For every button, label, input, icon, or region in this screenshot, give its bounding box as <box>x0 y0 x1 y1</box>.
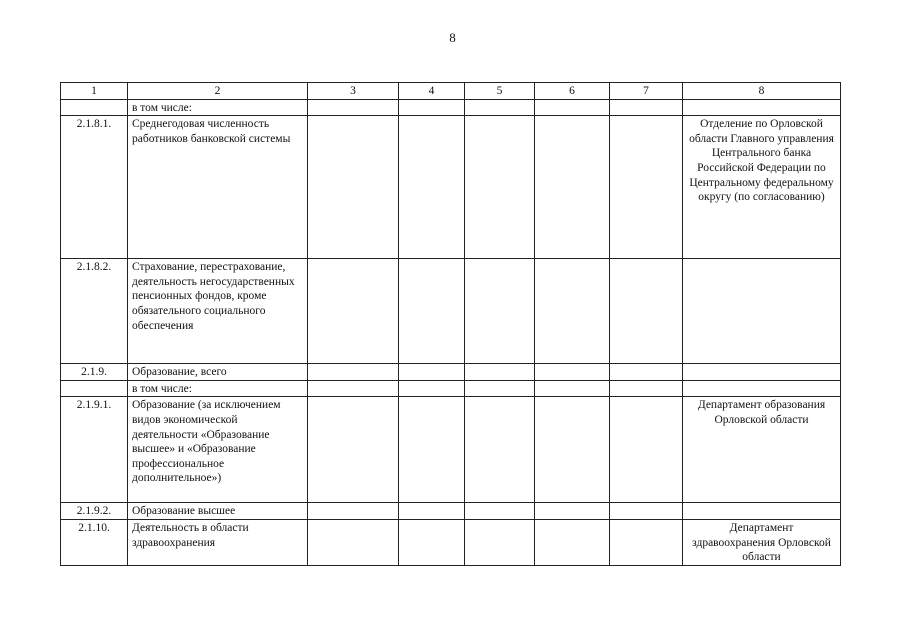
table-row <box>61 397 841 503</box>
empty-cell <box>465 503 535 520</box>
empty-cell <box>399 397 465 503</box>
row-number <box>61 380 128 397</box>
empty-cell <box>610 519 683 565</box>
column-header: 3 <box>308 83 399 100</box>
empty-cell <box>308 519 399 565</box>
column-header: 7 <box>610 83 683 100</box>
empty-cell <box>535 364 610 381</box>
column-header: 8 <box>683 83 841 100</box>
empty-cell <box>465 116 535 259</box>
column-header: 6 <box>535 83 610 100</box>
responsible-cell <box>683 503 841 520</box>
empty-cell <box>610 364 683 381</box>
row-number: 2.1.8.1. <box>61 116 128 259</box>
empty-cell <box>610 380 683 397</box>
row-number: 2.1.10. <box>61 519 128 565</box>
table-row <box>61 259 841 364</box>
row-name: Образование высшее <box>128 503 308 520</box>
table-row <box>61 503 841 520</box>
empty-cell <box>399 364 465 381</box>
column-header: 5 <box>465 83 535 100</box>
empty-cell <box>465 99 535 116</box>
empty-cell <box>308 364 399 381</box>
empty-cell <box>399 116 465 259</box>
empty-cell <box>465 259 535 364</box>
table-header-row <box>61 83 841 100</box>
empty-cell <box>465 519 535 565</box>
empty-cell <box>308 99 399 116</box>
empty-cell <box>308 503 399 520</box>
row-number <box>61 99 128 116</box>
empty-cell <box>535 503 610 520</box>
empty-cell <box>535 397 610 503</box>
table-row <box>61 99 841 116</box>
empty-cell <box>610 259 683 364</box>
column-header: 4 <box>399 83 465 100</box>
row-name: Страхование, перестрахование, деятельность негосударственных пенсионных фондов, кроме обязательного социального обеспечения <box>128 259 308 364</box>
row-name: в том числе: <box>128 380 308 397</box>
row-number: 2.1.9.2. <box>61 503 128 520</box>
row-number: 2.1.9.1. <box>61 397 128 503</box>
empty-cell <box>610 397 683 503</box>
column-header: 1 <box>61 83 128 100</box>
row-number: 2.1.9. <box>61 364 128 381</box>
indicators-table <box>60 82 841 566</box>
row-name: Деятельность в области здравоохранения <box>128 519 308 565</box>
empty-cell <box>535 519 610 565</box>
responsible-cell <box>683 364 841 381</box>
empty-cell <box>399 503 465 520</box>
empty-cell <box>399 519 465 565</box>
table-row <box>61 519 841 565</box>
empty-cell <box>610 116 683 259</box>
empty-cell <box>535 259 610 364</box>
row-name: Образование, всего <box>128 364 308 381</box>
table-row <box>61 380 841 397</box>
column-header: 2 <box>128 83 308 100</box>
empty-cell <box>465 397 535 503</box>
empty-cell <box>308 397 399 503</box>
empty-cell <box>399 99 465 116</box>
empty-cell <box>535 380 610 397</box>
empty-cell <box>610 99 683 116</box>
row-name: Образование (за исключением видов экономической деятельности «Образование высшее» и «Образование профессиональное дополнительное») <box>128 397 308 503</box>
empty-cell <box>465 364 535 381</box>
responsible-cell <box>683 380 841 397</box>
page-number: 8 <box>449 30 456 45</box>
row-number: 2.1.8.2. <box>61 259 128 364</box>
empty-cell <box>308 259 399 364</box>
table-row <box>61 116 841 259</box>
responsible-cell: Департамент образования Орловской области <box>683 397 841 503</box>
responsible-cell: Департамент здравоохранения Орловской области <box>683 519 841 565</box>
empty-cell <box>535 116 610 259</box>
empty-cell <box>535 99 610 116</box>
empty-cell <box>610 503 683 520</box>
row-name: Среднегодовая численность работников банковской системы <box>128 116 308 259</box>
empty-cell <box>308 380 399 397</box>
empty-cell <box>399 380 465 397</box>
table-row <box>61 364 841 381</box>
responsible-cell <box>683 259 841 364</box>
empty-cell <box>308 116 399 259</box>
row-name: в том числе: <box>128 99 308 116</box>
responsible-cell: Отделение по Орловской области Главного управления Центрального банка Российской Федерации по Центральному федеральному округу (по согласованию) <box>683 116 841 259</box>
empty-cell <box>399 259 465 364</box>
responsible-cell <box>683 99 841 116</box>
empty-cell <box>465 380 535 397</box>
